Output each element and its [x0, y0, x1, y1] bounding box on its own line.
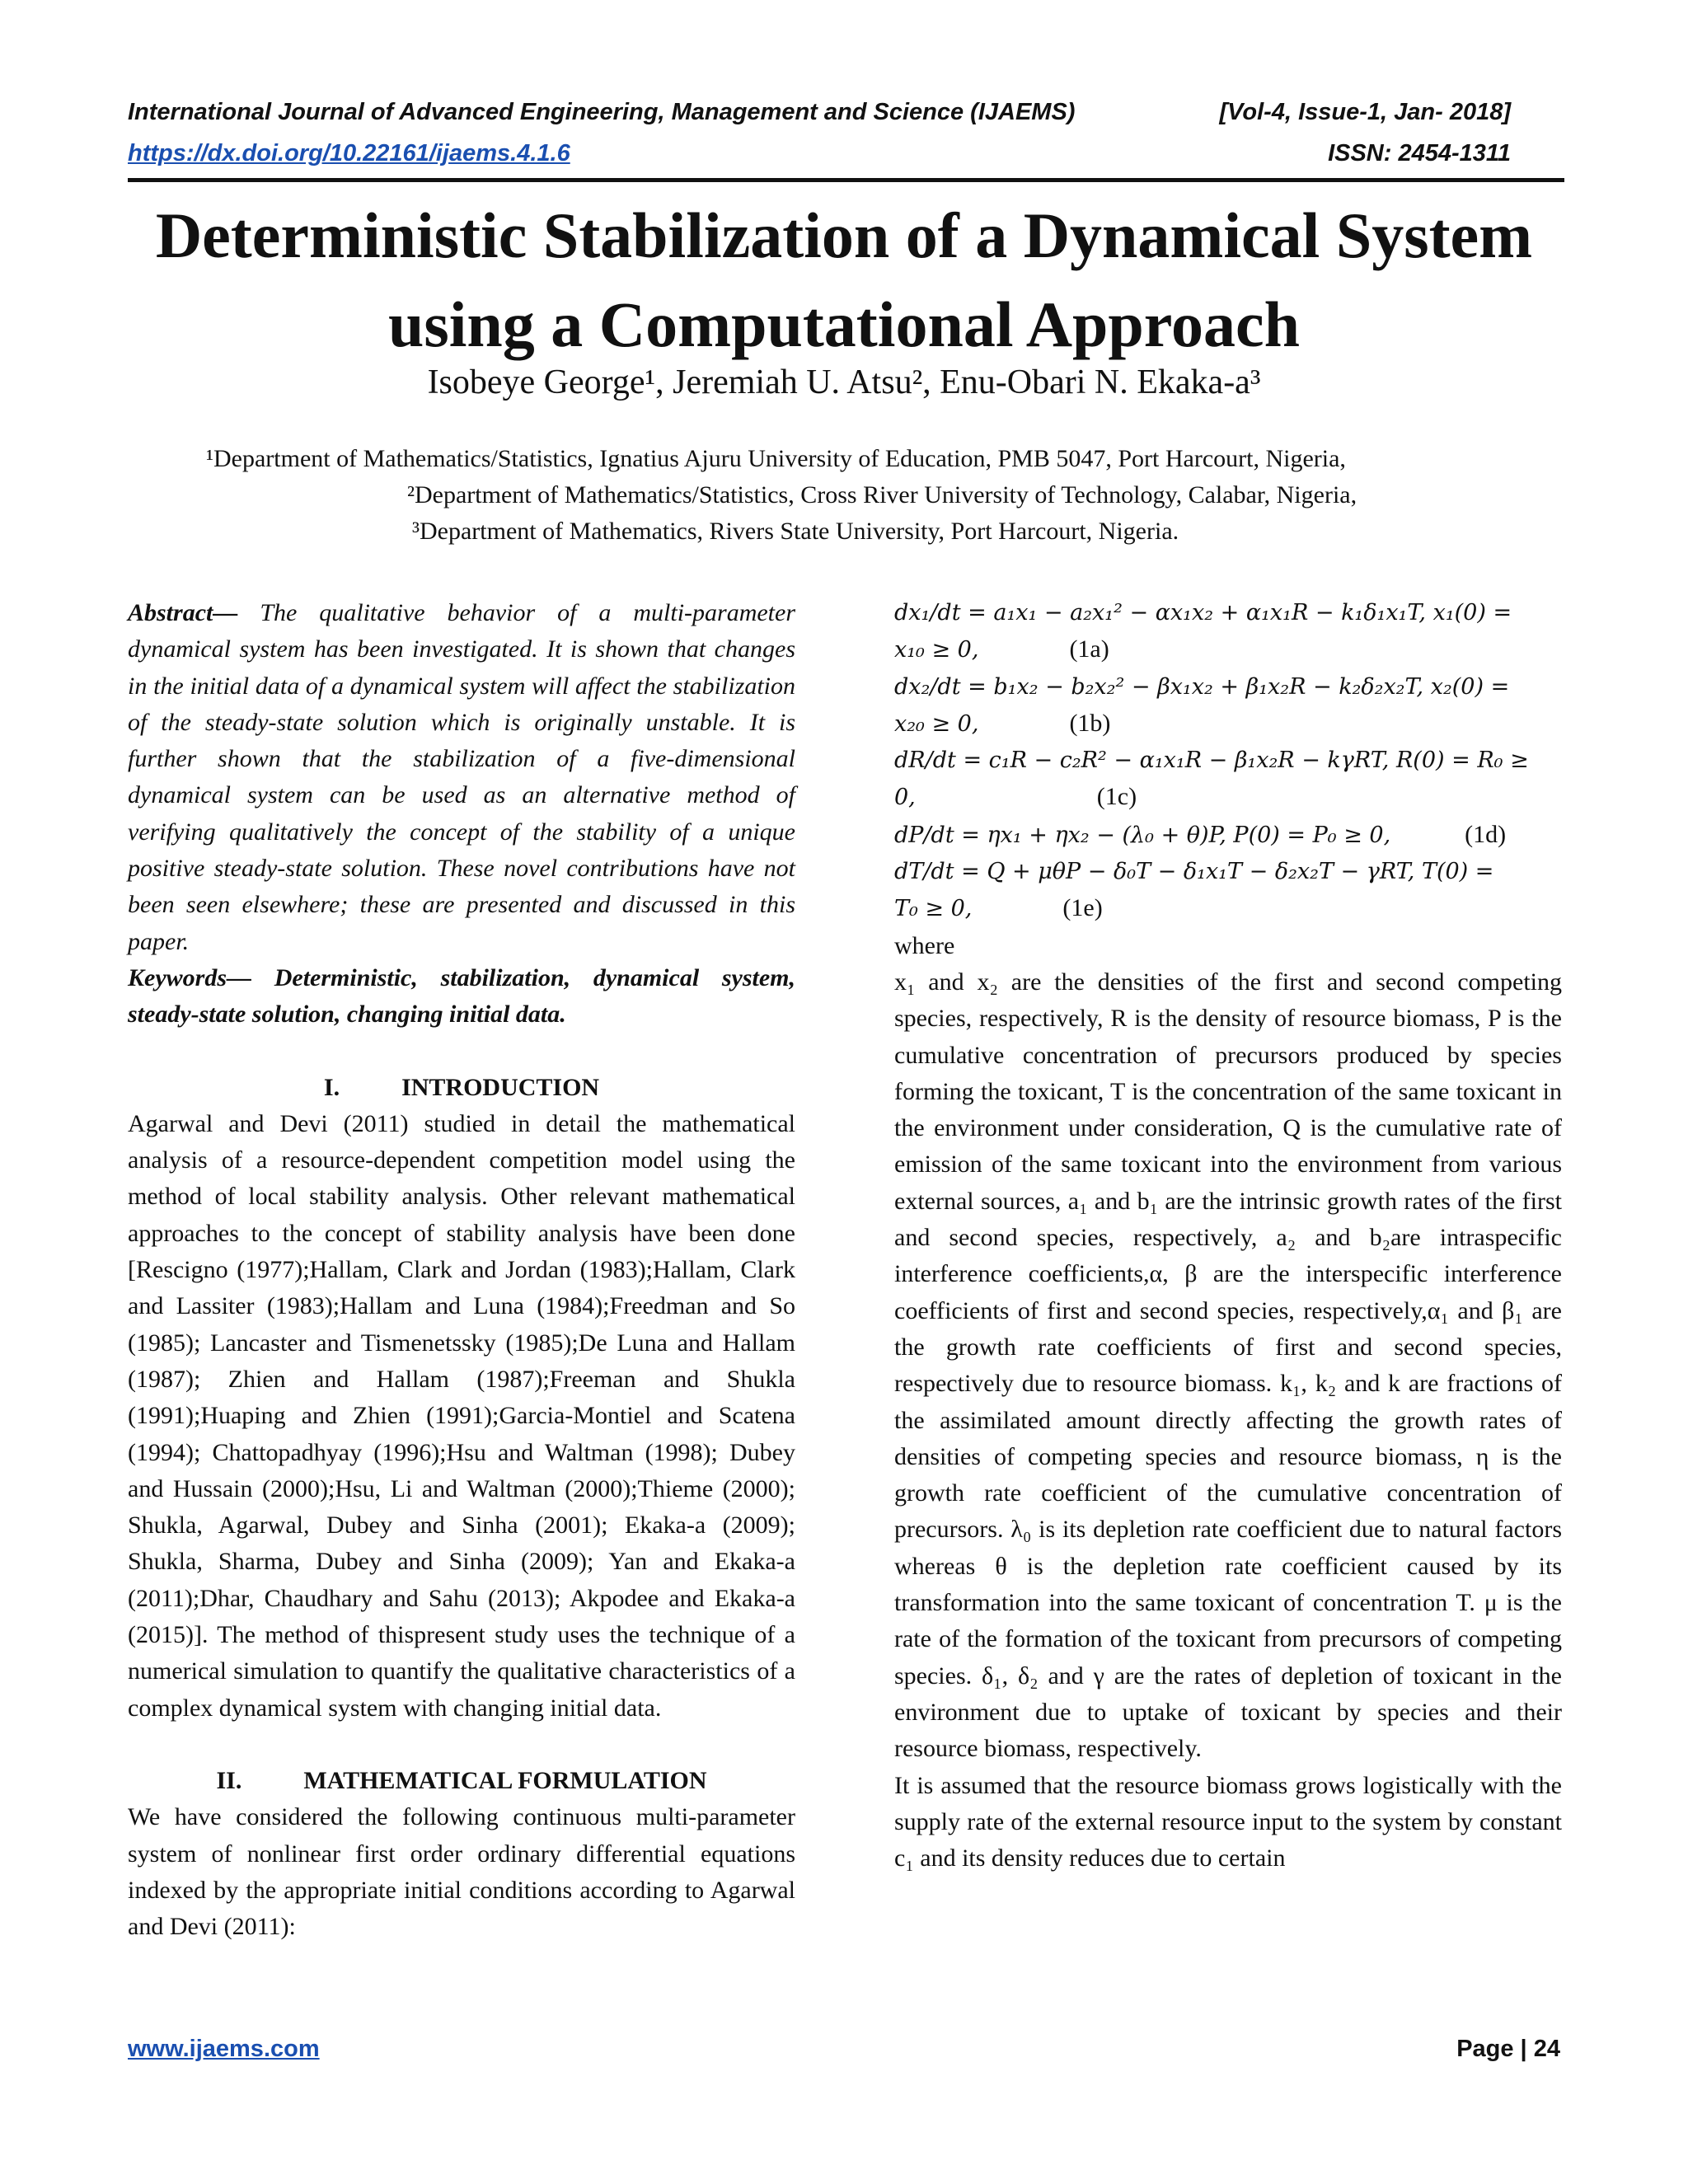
equation-continuation: x₂₀ ≥ 0,: [894, 710, 979, 737]
section-heading-introduction: I. INTRODUCTION: [323, 1073, 600, 1101]
affiliation-2: ²Department of Mathematics/Statistics, Cross River University of Technology, Calabar, Nigeria,: [407, 481, 1357, 509]
equation-number: (1a): [1069, 635, 1109, 663]
right-column: [894, 595, 1562, 1877]
equation-rhs: = c₁R − c₂R² − α₁x₁R − β₁x₂R − kγRT, R(0) = R₀ ≥: [963, 748, 1529, 774]
equation-lhs: dT/dt: [894, 859, 954, 885]
journal-website-link[interactable]: www.ijaems.com: [128, 2036, 320, 2062]
equation-lhs: dx₂/dt: [894, 673, 961, 700]
title-line-2: using a Computational Approach: [387, 288, 1300, 360]
variable-definitions: x₁ and x₂ are the densities of the first and second competing species, respectively, R is the density of resource biomass, P is the cumulative concentration of precursors produced by species forming the toxicant, T is the concentration of the same toxicant in the environment under consideration, Q is the cumulative rate of emission of the same toxicant into the environment from various external sources, a₁ and b₁ are the intrinsic growth rates of the first and second species, respectively, a₂ and b₂are intraspecific interference coefficients,α, β are the interspecific interference coefficients of first and second species, respectively,α₁ and β₁ are the growth rate coefficients of first and second species, respectively due to resource biomass. k₁, k₂ and k are fractions of the assimilated amount directly affecting the growth rates of densities of competing species and resource biomass, η is the growth rate coefficient of the cumulative concentration of precursors. λ₀ is its depletion rate coefficient due to natural factors whereas θ is the depletion rate coefficient caused by its transformation into the same toxicant of concentration T. μ is the rate of the formation of the toxicant from precursors of competing species. δ₁, δ₂ and γ are the rates of depletion of toxicant in the environment due to uptake of toxicant by species and their resource biomass, respectively.: [894, 968, 1562, 1763]
equation-1d: [894, 817, 1562, 854]
section-heading-formulation: II. MATHEMATICAL FORMULATION: [216, 1766, 707, 1794]
equation-1c: [894, 743, 1562, 817]
keywords-text: Deterministic, stabilization, dynamical system, steady-state solution, changing initial data.: [128, 963, 796, 1029]
equation-rhs: = a₁x₁ − a₂x₁² − αx₁x₂ + α₁x₁R − k₁δ₁x₁T, x₁(0) =: [968, 600, 1512, 626]
equation-1b: [894, 669, 1562, 743]
equation-lhs: dR/dt: [894, 748, 956, 774]
equation-rhs: = ηx₁ + ηx₂ − (λ₀ + θ)P, P(0) = P₀ ≥ 0,: [961, 822, 1391, 848]
equation-number: (1b): [1069, 709, 1111, 737]
formulation-text: We have considered the following continuous multi-parameter system of nonlinear first order ordinary differential equations indexed by the appropriate initial conditions according to Agarwal and Devi (2011):: [128, 1803, 795, 1941]
running-header-bottom: [128, 140, 1511, 173]
running-header-top: [128, 99, 1511, 132]
equation-1e: [894, 854, 1562, 928]
abstract: [128, 595, 795, 960]
abstract-text: The qualitative behavior of a multi-parameter dynamical system has been investigated. It is shown that changes in the initial data of a dynamical system will affect the stabilization of the steady-state solution which is originally unstable. It is further shown that the stabilization of a five-dimensional dynamical system can be used as an alternative method of verifying qualitatively the concept of the stability of a unique positive steady-state solution. These novel contributions have not been seen elsewhere; these are presented and discussed in this paper.: [128, 599, 795, 955]
page-footer: [128, 2036, 1560, 2063]
assumption-text: It is assumed that the resource biomass grows logistically with the supply rate of the external resource input to the system by constant c₁ and its density reduces due to certain: [894, 1771, 1562, 1872]
equation-continuation: x₁₀ ≥ 0,: [894, 637, 979, 663]
equation-continuation: T₀ ≥ 0,: [894, 896, 973, 922]
issn: ISSN: 2454-1311: [1328, 140, 1511, 166]
equation-lhs: dx₁/dt: [894, 600, 961, 626]
equation-lhs: dP/dt: [894, 822, 954, 848]
left-column: [128, 595, 795, 1945]
equation-1a: [894, 595, 1562, 669]
keywords-label: Keywords—: [128, 963, 251, 991]
equation-number: (1e): [1062, 894, 1103, 922]
equation-number: (1d): [1465, 820, 1507, 848]
keywords: [128, 960, 795, 1033]
introduction-text: Agarwal and Devi (2011) studied in detail the mathematical analysis of a resource-dependent competition model using the method of local stability analysis. Other relevant mathematical approaches to the concept of stability analysis have been done [Rescigno (1977);Hallam, Clark and Jordan (1983);Hallam, Clark and Lassiter (1983);Hallam and Luna (1984);Freedman and So (1985); Lancaster and Tismenetsskу (1985);De Luna and Hallam (1987); Zhien and Hallam (1987);Freeman and Shukla (1991);Huaping and Zhien (1991);Garcia-Montiel and Scatena (1994); Chattopadhyay (1996);Hsu and Waltman (1998); Dubey and Hussain (2000);Hsu, Li and Waltman (2000);Thieme (2000); Shukla, Agarwal, Dubey and Sinha (2001); Ekaka-a (2009); Shukla, Sharma, Dubey and Sinha (2009); Yan and Ekaka-a (2011);Dhar, Chaudhary and Sahu (2013); Akpodee and Ekaka-a (2015)]. The method of thispresent study uses the technique of a numerical simulation to quantify the qualitative characteristics of a complex dynamical system with changing initial data.: [128, 1109, 795, 1722]
doi-link[interactable]: https://dx.doi.org/10.22161/ijaems.4.1.6: [128, 140, 570, 166]
header-rule: [128, 178, 1564, 182]
author-list: Isobeye George¹, Jeremiah U. Atsu², Enu-Obari N. Ekaka-a³: [427, 363, 1261, 401]
where-label: where: [894, 931, 955, 959]
equation-continuation: 0,: [894, 785, 916, 811]
page-number: Page | 24: [1456, 2036, 1560, 2062]
equation-number: (1c): [1096, 783, 1137, 811]
journal-name: International Journal of Advanced Engineering, Management and Science (IJAEMS): [128, 99, 1076, 125]
volume-issue: [Vol-4, Issue-1, Jan- 2018]: [1219, 99, 1511, 125]
affiliation-3: ³Department of Mathematics, Rivers State University, Port Harcourt, Nigeria.: [412, 518, 1179, 545]
paper-title: [82, 191, 1606, 369]
equation-rhs: = b₁x₂ − b₂x₂² − βx₁x₂ + β₁x₂R − k₂δ₂x₂T, x₂(0) =: [968, 673, 1510, 700]
title-line-1: Deterministic Stabilization of a Dynamical System: [155, 199, 1533, 271]
equation-rhs: = Q + μθP − δ₀T − δ₁x₁T − δ₂x₂T − γRT, T(0) =: [961, 859, 1494, 885]
abstract-label: Abstract—: [128, 599, 238, 626]
affiliation-1: ¹Department of Mathematics/Statistics, Ignatius Ajuru University of Education, PMB 5047, Port Harcourt, Nigeria,: [206, 445, 1346, 472]
